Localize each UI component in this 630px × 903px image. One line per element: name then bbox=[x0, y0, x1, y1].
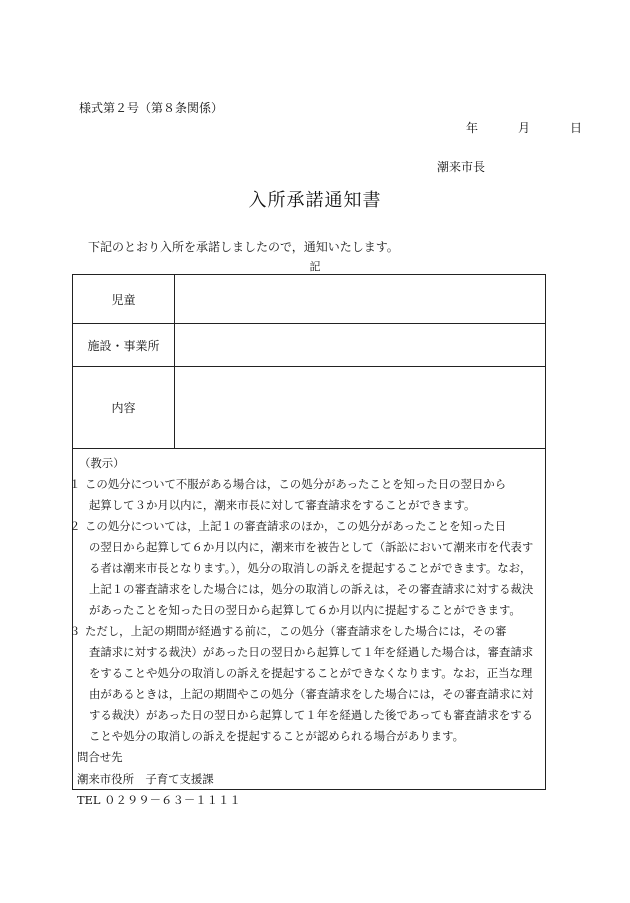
note-number: １ bbox=[69, 477, 81, 491]
note-line: ２ この処分については，上記１の審査請求のほか，この処分があったことを知った日 bbox=[73, 516, 545, 537]
issuer: 潮来市長 bbox=[437, 160, 486, 174]
note-line: ことや処分の取消しの訴えを提起することが認められる場合があります。 bbox=[89, 729, 464, 743]
date-year-label: 年 bbox=[466, 121, 479, 135]
note-line: １ この処分について不服がある場合は，この処分があったことを知った日の翌日から bbox=[73, 474, 545, 495]
note-line: をすることや処分の取消しの訴えを提起することができなくなります。なお，正当な理 bbox=[89, 666, 533, 680]
row-label-child: 児童 bbox=[73, 275, 175, 323]
note-line: する裁決）があった日の翌日から起算して１年を経過した後であっても審査請求をする bbox=[89, 708, 534, 722]
note-line: の翌日から起算して６か月以内に，潮来市を被告として（訴訟において潮来市を代表す bbox=[89, 540, 534, 554]
form-number: 様式第２号（第８条関係） bbox=[79, 101, 224, 115]
contact-heading: 問合せ先 bbox=[77, 750, 123, 764]
contact-office: 潮来市役所 子育て支援課 bbox=[77, 771, 214, 786]
note-line: 上記１の審査請求をした場合には，処分の取消しの訴えは，その審査請求に対する裁決 bbox=[89, 582, 534, 596]
ki-marker: 記 bbox=[309, 260, 321, 273]
row-value-facility[interactable] bbox=[175, 324, 545, 366]
note-line: る者は潮来市長となります。），処分の取消しの訴えを提起することができます。なお， bbox=[89, 561, 532, 575]
table-row-facility bbox=[73, 324, 545, 367]
date-day-label: 日 bbox=[570, 121, 583, 135]
note-line: 起算して３か月以内に，潮来市長に対して審査請求をすることができます。 bbox=[89, 498, 476, 512]
note-line: 査請求に対する裁決）があった日の翌日から起算して１年を経過した場合は，審査請求 bbox=[89, 645, 534, 659]
date-line bbox=[466, 119, 582, 136]
row-label-facility: 施設・事業所 bbox=[73, 324, 175, 366]
document-title: 入所承諾通知書 bbox=[248, 190, 382, 211]
note-number: ３ bbox=[69, 624, 81, 638]
form-table bbox=[69, 274, 546, 807]
table-row-content bbox=[73, 367, 545, 449]
contact-phone: TEL ０２９９－６３－１１１１ bbox=[77, 793, 241, 807]
note-line: があったことを知った日の翌日から起算して６か月以内に提起することができます。 bbox=[89, 603, 521, 617]
row-label-content: 内容 bbox=[73, 367, 175, 448]
note-line: ３ ただし，上記の期間が経過する前に，この処分（審査請求をした場合には，その審 bbox=[73, 621, 545, 642]
note-number: ２ bbox=[69, 519, 81, 533]
row-value-child[interactable] bbox=[175, 275, 545, 323]
row-value-content[interactable] bbox=[175, 367, 545, 448]
table-row-child bbox=[73, 275, 545, 324]
instructions-section bbox=[69, 453, 545, 812]
note-line: 由があるときは，上記の期間やこの処分（審査請求をした場合には，その審査請求に対 bbox=[89, 687, 534, 701]
date-month-label: 月 bbox=[518, 121, 531, 135]
intro-text: 下記のとおり入所を承諾しましたので，通知いたします。 bbox=[88, 240, 399, 254]
instructions-heading: （教示） bbox=[79, 456, 125, 470]
